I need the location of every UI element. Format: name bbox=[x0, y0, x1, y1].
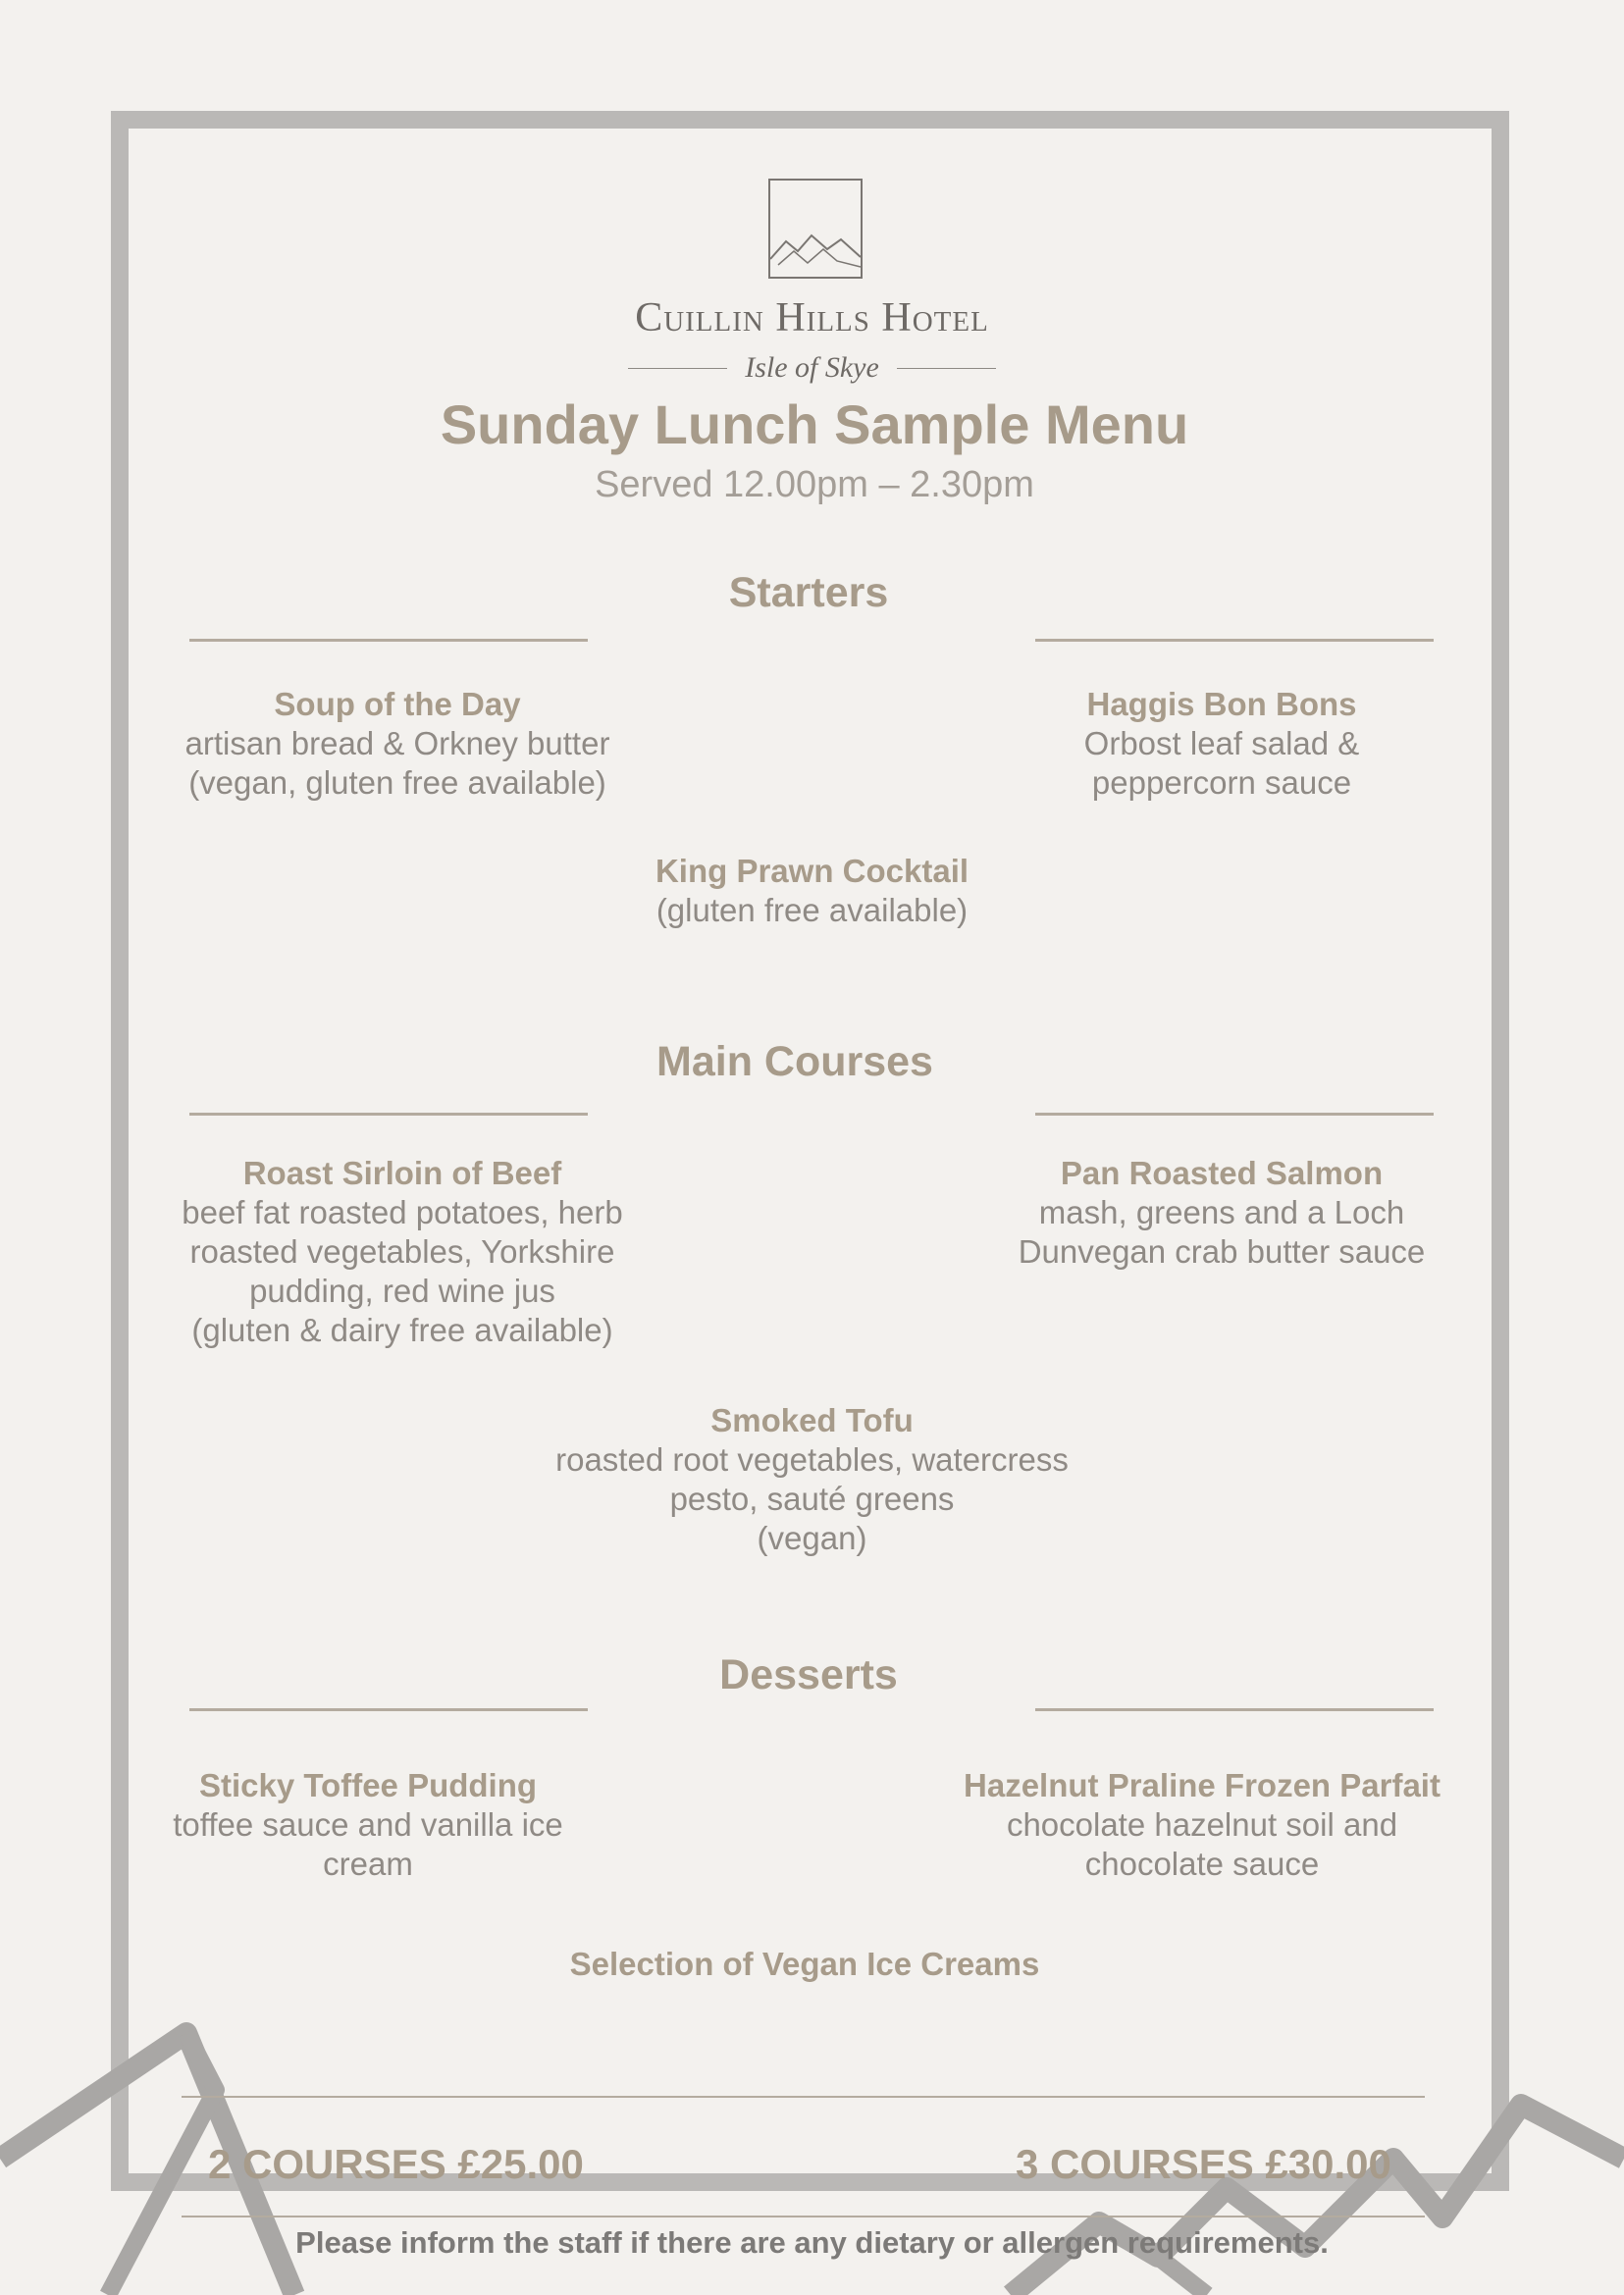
dish-name: Soup of the Day bbox=[274, 686, 521, 722]
section-divider bbox=[189, 639, 588, 642]
divider bbox=[628, 368, 727, 369]
dish-description: toffee sauce and vanilla ice bbox=[173, 1806, 563, 1843]
section-title-mains: Main Courses bbox=[656, 1038, 933, 1085]
dish-description: Orbost leaf salad & bbox=[1083, 725, 1360, 761]
section-divider bbox=[1035, 1708, 1434, 1711]
dish-name: Roast Sirloin of Beef bbox=[242, 1155, 562, 1191]
menu-item bbox=[986, 1154, 1457, 1272]
dish-name: King Prawn Cocktail bbox=[655, 853, 969, 889]
dish-name: Smoked Tofu bbox=[710, 1402, 914, 1438]
menu-item bbox=[1025, 685, 1418, 803]
dish-name: Sticky Toffee Pudding bbox=[198, 1767, 538, 1803]
dish-description: chocolate hazelnut soil and bbox=[1006, 1806, 1398, 1843]
price-three-courses: 3 COURSES £30.00 bbox=[1016, 2141, 1391, 2187]
dish-description: (gluten & dairy free available) bbox=[191, 1312, 613, 1348]
dish-name: Haggis Bon Bons bbox=[1086, 686, 1357, 722]
dish-name: Pan Roasted Salmon bbox=[1060, 1155, 1384, 1191]
dish-description: roasted root vegetables, watercress bbox=[555, 1441, 1069, 1478]
dish-description: beef fat roasted potatoes, herb bbox=[182, 1194, 623, 1230]
section-title-desserts: Desserts bbox=[719, 1651, 898, 1698]
section-divider bbox=[1035, 639, 1434, 642]
footer-divider bbox=[182, 2216, 1425, 2217]
price-two-courses: 2 COURSES £25.00 bbox=[208, 2141, 584, 2187]
section-title-starters: Starters bbox=[728, 569, 889, 616]
dish-description: roasted vegetables, Yorkshire bbox=[189, 1233, 615, 1270]
dish-description: peppercorn sauce bbox=[1091, 764, 1352, 801]
section-divider bbox=[1035, 1113, 1434, 1116]
hotel-location-line bbox=[628, 348, 996, 388]
serving-times: Served 12.00pm – 2.30pm bbox=[595, 464, 1034, 505]
dish-description: mash, greens and a Loch bbox=[1038, 1194, 1405, 1230]
section-divider bbox=[189, 1708, 588, 1711]
divider bbox=[897, 368, 996, 369]
dish-name: Selection of Vegan Ice Creams bbox=[569, 1946, 1040, 1982]
dish-description: pesto, sauté greens bbox=[669, 1481, 955, 1517]
dish-description: (gluten free available) bbox=[655, 892, 969, 928]
menu-item bbox=[510, 1401, 1114, 1558]
hotel-logo-icon bbox=[768, 179, 863, 279]
section-divider bbox=[189, 1113, 588, 1116]
menu-item bbox=[947, 1766, 1457, 1884]
menu-title: Sunday Lunch Sample Menu bbox=[440, 393, 1189, 455]
dish-name: Hazelnut Praline Frozen Parfait bbox=[964, 1767, 1441, 1803]
footer-divider bbox=[182, 2096, 1425, 2098]
dish-description: artisan bread & Orkney butter bbox=[184, 725, 610, 761]
dish-description: Dunvegan crab butter sauce bbox=[1018, 1233, 1426, 1270]
menu-item bbox=[589, 852, 1035, 930]
hotel-name: Cuillin Hills Hotel bbox=[635, 295, 989, 340]
menu-item bbox=[157, 685, 638, 803]
menu-item bbox=[530, 1945, 1079, 1984]
dish-description: pudding, red wine jus bbox=[249, 1273, 555, 1309]
dish-description: (vegan, gluten free available) bbox=[188, 764, 606, 801]
hotel-location: Isle of Skye bbox=[745, 351, 879, 384]
dish-description: chocolate sauce bbox=[1084, 1846, 1320, 1882]
menu-item bbox=[147, 1766, 589, 1884]
allergen-notice: Please inform the staff if there are any dietary or allergen requirements. bbox=[295, 2225, 1329, 2260]
menu-item bbox=[147, 1154, 657, 1350]
dish-description: (vegan) bbox=[757, 1520, 867, 1556]
dish-description: cream bbox=[323, 1846, 413, 1882]
